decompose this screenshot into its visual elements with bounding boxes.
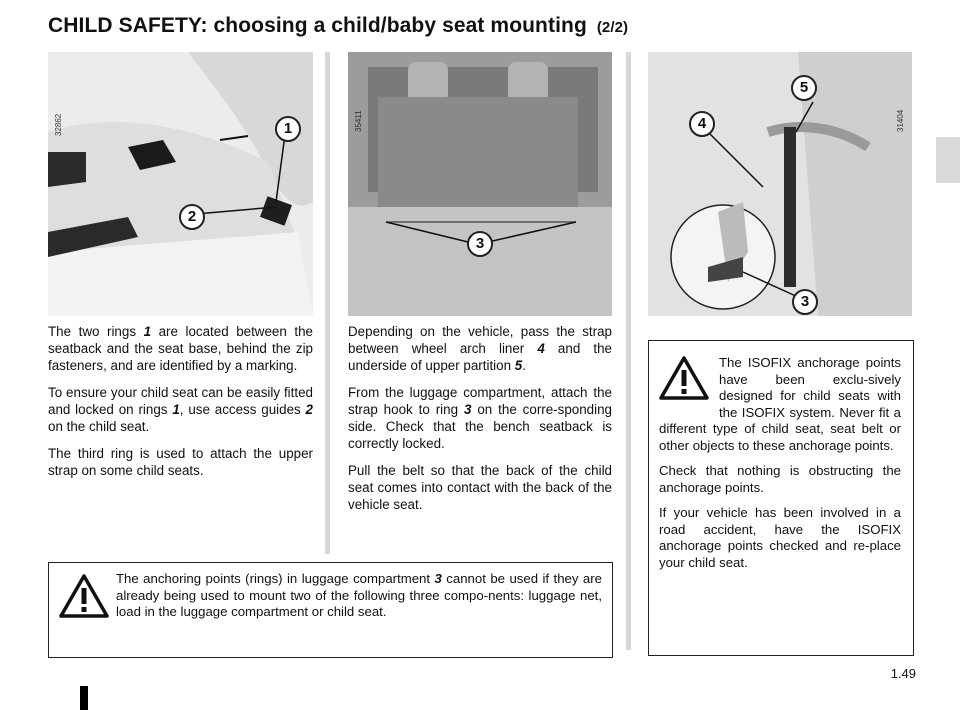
warning-triangle-icon: [59, 573, 109, 619]
figure-ref: 32862: [54, 113, 63, 136]
paragraph: From the luggage compartment, attach the strap hook to ring 3 on the corre-sponding side. Check that the bench seatback is correctly locked.: [348, 385, 612, 451]
column-separator: [325, 52, 330, 554]
paragraph: Pull the belt so that the back of the child seat comes into contact with the back of the vehicle seat.: [348, 463, 612, 512]
isofix-warning-text: [659, 355, 901, 580]
page-title-main: CHILD SAFETY: choosing a child/baby seat mounting: [48, 14, 587, 37]
isofix-warning-box: [648, 340, 914, 656]
callout-4: 4: [689, 111, 715, 137]
paragraph: The anchoring points (rings) in luggage compartment 3 cannot be used if they are already being used to mount two of the following three compo-nents: luggage net, load in the luggage compartment or child seat.: [116, 571, 602, 619]
paragraph: The third ring is used to attach the upper strap on some child seats.: [48, 446, 313, 478]
paragraph: To ensure your child seat can be easily fitted and locked on rings 1, use access guides 2 on the child seat.: [48, 385, 313, 434]
figure-luggage-compartment: [348, 52, 612, 316]
page-title: [48, 14, 628, 38]
figure-strap-partition: [648, 52, 912, 316]
strap-illustration: [648, 52, 912, 316]
paragraph: The ISOFIX anchorage points have been exclu-sively designed for child seats with the ISOFIX system. Never fit a different type of child seat, seat belt or other objects to these anchorage points.: [659, 355, 901, 453]
page-number: 1.49: [890, 666, 916, 681]
figure-seat-rings: [48, 52, 313, 316]
paragraph: Depending on the vehicle, pass the strap between wheel arch liner 4 and the underside of upper partition 5.: [348, 324, 612, 373]
paragraph: Check that nothing is obstructing the anchorage points.: [659, 463, 901, 495]
column-separator: [626, 52, 631, 650]
callout-5: 5: [791, 75, 817, 101]
seat-illustration: [48, 52, 313, 316]
callout-1: 1: [275, 116, 301, 142]
footer-bar: [80, 686, 88, 710]
luggage-ring-warning-box: [48, 562, 613, 658]
paragraph: The two rings 1 are located between the seatback and the seat base, behind the zip fasteners, and are identified by a marking.: [48, 324, 313, 373]
callout-3: 3: [792, 289, 818, 315]
column-1-text: [48, 323, 313, 489]
luggage-ring-warning-text: [116, 571, 602, 630]
figure-ref: 35411: [354, 110, 363, 132]
luggage-illustration: [348, 52, 612, 316]
page-title-part: (2/2): [596, 19, 629, 36]
column-2-text: [348, 323, 612, 523]
callout-2: 2: [179, 204, 205, 230]
callout-3: 3: [467, 231, 493, 257]
section-tab: [936, 137, 960, 183]
paragraph: If your vehicle has been involved in a road accident, have the ISOFIX anchorage points checked and re-place your child seat.: [659, 505, 901, 570]
figure-ref: 31404: [896, 109, 905, 132]
